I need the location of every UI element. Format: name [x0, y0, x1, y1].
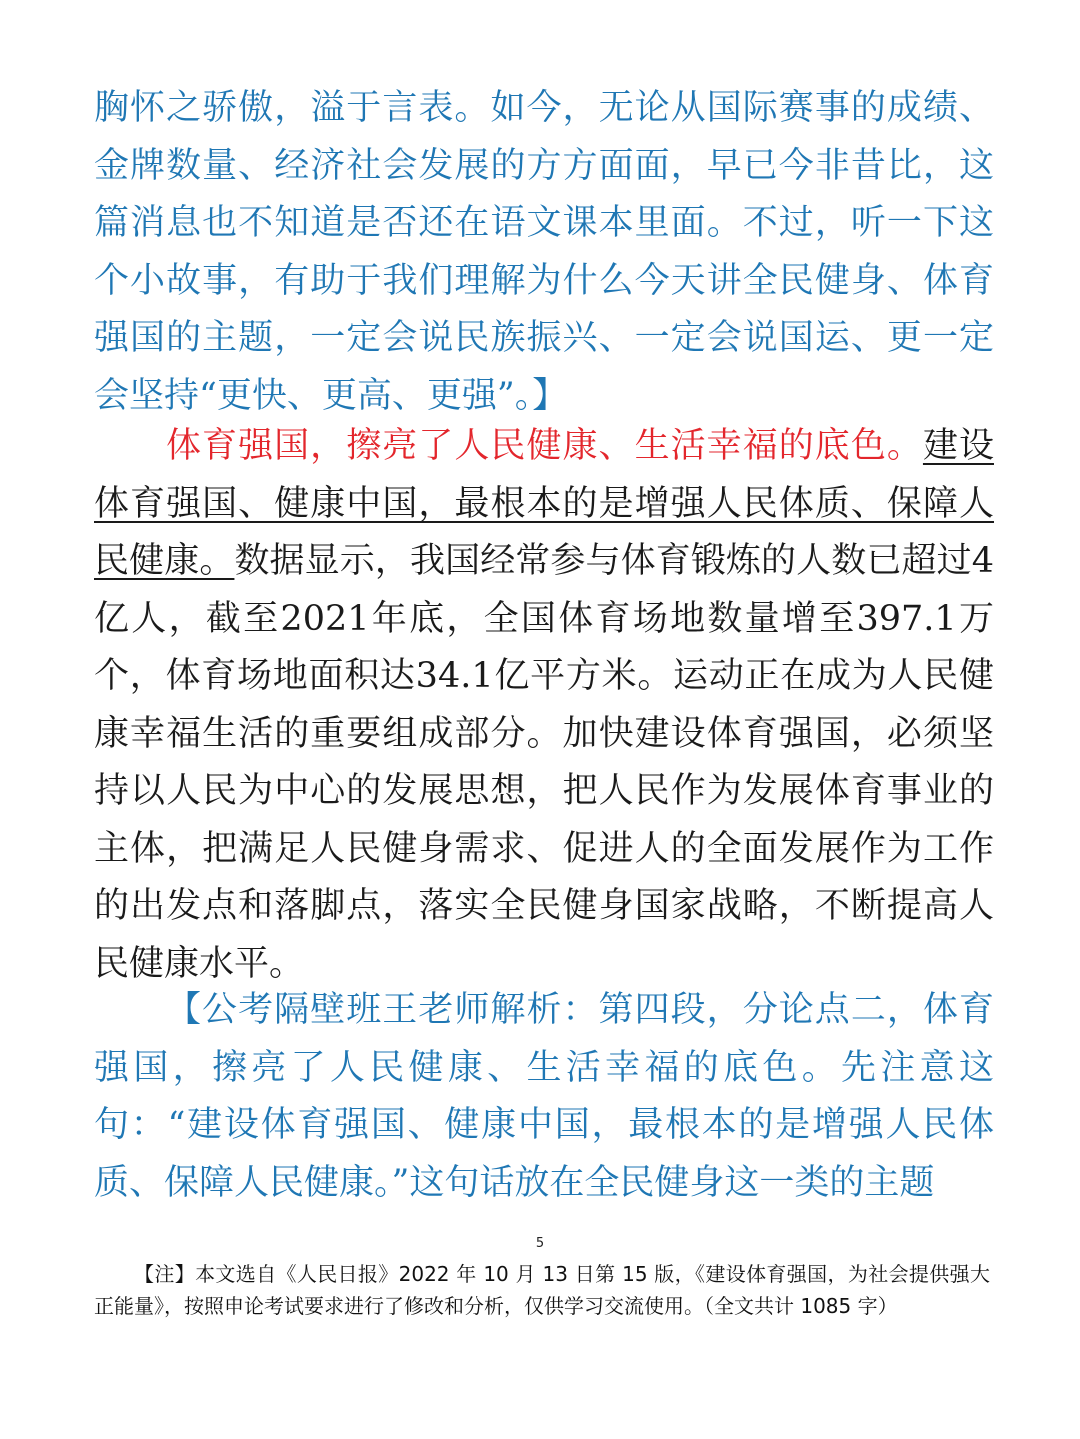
key-sentence-underlined: 建设体育强国、健康中国，最根本的是增强人民体质、保障人民健康。 [94, 426, 994, 581]
page-number: 5 [535, 1236, 545, 1251]
body-paragraph [94, 418, 994, 993]
topic-sentence: 体育强国，擦亮了人民健康、生活幸福的底色。 [166, 426, 923, 466]
body-text: 数据显示，我国经常参与体育锻炼的人数已超过4亿人，截至2021年底，全国体育场地数量增至397.1万个，体育场地面积达34.1亿平方米。运动正在成为人民健康幸福生活的重要组成部分。加快建设体育强国，必须坚持以人民为中心的发展思想，把人民作为发展体育事业的主体，把满足人民健身需求、促进人的全面发展作为工作的出发点和落脚点，落实全民健身国家战略，不断提高人民健康水平。 [94, 541, 994, 984]
analysis-paragraph: 胸怀之骄傲，溢于言表。如今，无论从国际赛事的成绩、金牌数量、经济社会发展的方方面面，早已今非昔比，这篇消息也不知道是否还在语文课本里面。不过，听一下这个小故事，有助于我们理解为什么今天讲全民健身、体育强国的主题，一定会说民族振兴、一定会说国运、更一定会坚持“更快、更高、更强”。】 [94, 88, 994, 416]
analysis-paragraph-2: 【公考隔壁班王老师解析：第四段，分论点二，体育强国，擦亮了人民健康、生活幸福的底色。先注意这句：“建设体育强国、健康中国，最根本的是增强人民体质、保障人民健康。”这句话放在全民健身这一类的主题 [94, 990, 994, 1203]
source-footnote: 【注】本文选自《人民日报》2022 年 10 月 13 日第 15 版，《建设体育强国，为社会提供强大正能量》，按照申论考试要求进行了修改和分析，仅供学习交流使用。（全文共计 1085 字） [94, 1262, 990, 1318]
